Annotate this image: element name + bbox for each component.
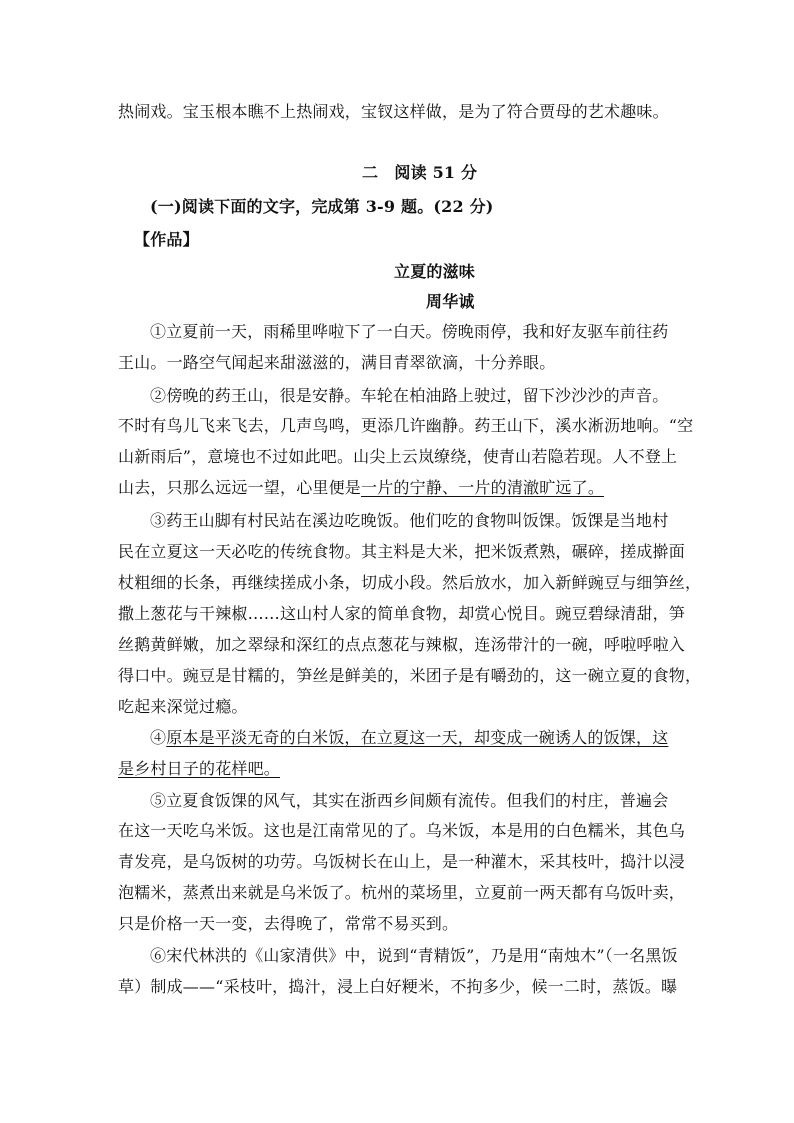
paragraph-3-line: ③药王山脚有村民站在溪边吃晚饭。他们吃的食物叫饭馃。饭馃是当地村: [150, 511, 669, 530]
paragraph-4-line: [118, 759, 280, 779]
underlined-phrase: 一片的宁静、一片的清澈旷远了。: [361, 478, 605, 497]
paragraph-3-line: 丝鹅黄鲜嫩，加之翠绿和深红的点点葱花与辣椒，连汤带汁的一碗，呼啦呼啦入: [118, 635, 686, 654]
paragraph-2-line: 不时有鸟儿飞来飞去，几声鸟鸣，更添几许幽静。药王山下，溪水淅沥地响。“空: [118, 416, 694, 435]
paragraph-5-line: 泡糯米，蒸煮出来就是乌米饭了。杭州的菜场里，立夏前一两天都有乌饭叶卖，: [118, 883, 686, 902]
paragraph-4-line: [150, 728, 668, 748]
paragraph-1-line: 王山。一路空气闻起来甜滋滋的，满目青翠欲滴，十分养眼。: [118, 353, 556, 372]
paragraph-2-line: 山新雨后”，意境也不过如此吧。山尖上云岚缭绕，使青山若隐若现。人不登上: [118, 447, 678, 466]
paragraph-3-line: 吃起来深觉过瘾。: [118, 697, 248, 716]
intro-line: 热闹戏。宝玉根本瞧不上热闹戏，宝钗这样做，是为了符合贾母的艺术趣味。: [118, 102, 669, 121]
paragraph-6-line: 草）制成——“采枝叶，捣汁，浸上白好粳米，不拘多少，候一二时，蒸饭。曝: [118, 977, 678, 996]
underlined-sentence: 是乡村日子的花样吧。: [118, 759, 281, 778]
paragraph-3-line: 民在立夏这一天必吃的传统食物。其主料是大米，把米饭煮熟，碾碎，搓成擀面: [118, 542, 686, 561]
underlined-sentence: 原本是平淡无奇的白米饭，在立夏这一天，却变成一碗诱人的饭馃，这: [166, 728, 669, 747]
paragraph-2-line: ②傍晚的药王山，很是安静。车轮在柏油路上驶过，留下沙沙沙的声音。: [150, 386, 669, 405]
paragraph-2-line: [118, 478, 604, 498]
paragraph-1-line: ①立夏前一天，雨稀里哗啦下了一白天。傍晚雨停，我和好友驱车前往药: [150, 322, 669, 341]
section-heading: 二 阅读 51 分: [362, 163, 478, 182]
paragraph-5-line: 青发亮，是乌饭树的功劳。乌饭树长在山上，是一种灌木，采其枝叶，捣汁以浸: [118, 852, 686, 871]
article-author: 周华诚: [426, 292, 475, 311]
paragraph-number: ④: [150, 728, 167, 747]
article-title: 立夏的滋味: [394, 262, 476, 281]
paragraph-5-line: 只是价格一天一变，去得晚了，常常不易买到。: [118, 914, 459, 933]
paragraph-6-line: ⑥宋代林洪的《山家清供》中，说到“青精饭”，乃是用“南烛木”（一名黑饭: [150, 946, 678, 965]
section-tag: 【作品】: [134, 230, 199, 249]
paragraph-3-line: 撒上葱花与干辣椒……这山村人家的简单食物，却赏心悦目。豌豆碧绿清甜，笋: [118, 604, 686, 623]
section-subheading: (一)阅读下面的文字，完成第 3-9 题。(22 分): [150, 197, 494, 216]
paragraph-5-line: ⑤立夏食饭馃的风气，其实在浙西乡间颇有流传。但我们的村庄，普遍会: [150, 791, 669, 810]
paragraph-3-line: 得口中。豌豆是甘糯的，笋丝是鲜美的，米团子是有嚼劲的，这一碗立夏的食物，: [118, 666, 702, 685]
paragraph-5-line: 在这一天吃乌米饭。这也是江南常见的了。乌米饭，本是用的白色糯米，其色乌: [118, 821, 686, 840]
paragraph-2-text: 山去，只那么远远一望，心里便是: [118, 478, 362, 497]
paragraph-3-line: 杖粗细的长条，再继续搓成小条，切成小段。然后放水，加入新鲜豌豆与细笋丝，: [118, 573, 702, 592]
